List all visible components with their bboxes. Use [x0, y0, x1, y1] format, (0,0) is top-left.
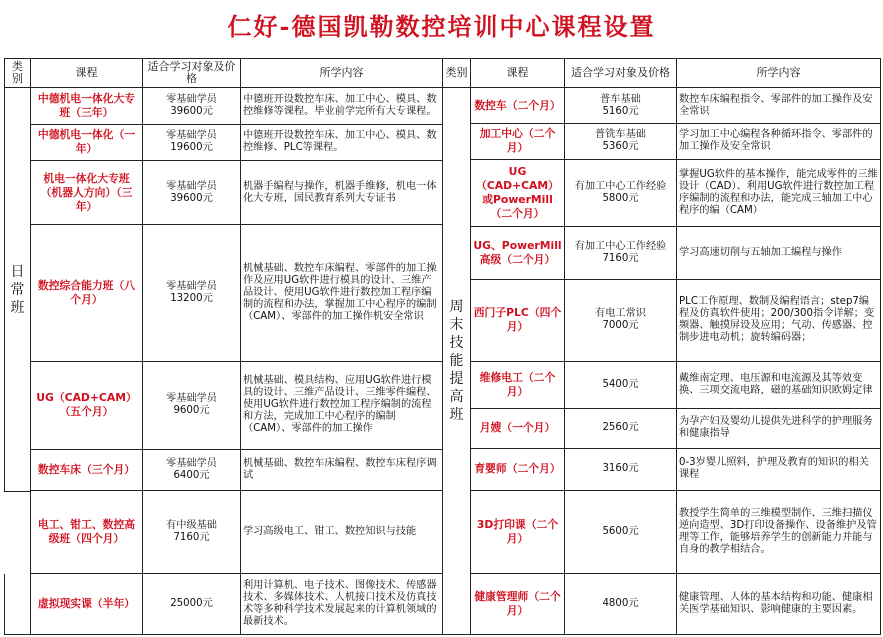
course-content: 利用计算机、电子技术、图像技术、传感器技术、多媒体技术、人机接口技术及仿真技术等多种科学技术发展起来的计算机领域的最新技术。	[241, 574, 443, 635]
audience-price: 2560元	[565, 408, 677, 448]
course-name: 育婴师（二个月）	[471, 448, 565, 491]
header-content: 所学内容	[241, 59, 443, 88]
course-name: 西门子PLC（四个月）	[471, 279, 565, 361]
course-content: 教授学生简单的三维模型制作、三维扫描仪逆向造型、3D打印设备操作、设备维护及管理等工作，能够培养学生的创新能力并能与自身的教学相结合。	[677, 491, 881, 574]
course-table	[4, 58, 881, 635]
course-name: 数控车（二个月）	[471, 88, 565, 124]
course-content: 0-3岁婴儿照料，护理及教育的知识的相关课程	[677, 448, 881, 491]
course-content: 学习高速切削与五轴加工编程与操作	[677, 226, 881, 279]
audience-price: 普铣车基础 5360元	[565, 123, 677, 159]
course-name: 中德机电一体化大专班（三年）	[31, 88, 143, 125]
course-content: 机械基础、数控车床编程、零部件的加工操作及应用UG软件进行模具的设计、三维产品设计、使用UG软件进行数控加工程序编制的流程和办法，掌握加工中心程序的编制（CAM）、零部件的加工操作机安全常识	[241, 225, 443, 361]
course-content: 中德班开设数控车床、加工中心、模具、数控维修、PLC等课程。	[241, 124, 443, 160]
course-name: 虚拟现实课（半年）	[31, 574, 143, 635]
course-content: 机械基础、数控车床编程、数控车床程序调试	[241, 449, 443, 491]
course-content: 掌握UG软件的基本操作，能完成零件的三维设计（CAD）、利用UG软件进行数控加工程序编制的流程和办法，能完成三轴加工中心程序的编（CAM）	[677, 159, 881, 226]
category-cell-weekend: 周末技能提高班	[443, 88, 471, 635]
audience-price: 有加工中心工作经验 7160元	[565, 226, 677, 279]
course-name: 数控综合能力班（八个月）	[31, 225, 143, 361]
course-content: 机械基础、模具结构、应用UG软件进行模具的设计、三维产品设计、三维零件编程、使用UG软件进行数控加工程序编制的流程和方法，完成加工中心程序的编制（CAM）、零部件的加工操作	[241, 361, 443, 449]
header-course: 课程	[471, 59, 565, 88]
audience-price: 零基础学员 9600元	[143, 361, 241, 449]
course-content: 为孕产妇及婴幼儿提供先进科学的护理服务和健康指导	[677, 408, 881, 448]
course-name: 中德机电一体化（一年）	[31, 124, 143, 160]
course-name: 3D打印课（二个月）	[471, 491, 565, 574]
audience-price: 零基础学员 6400元	[143, 449, 241, 491]
audience-price: 5400元	[565, 361, 677, 408]
header-row	[5, 59, 881, 88]
header-category: 类别	[443, 59, 471, 88]
course-content: 中德班开设数控车床、加工中心、模具、数控维修等课程。毕业前学完所有大专课程。	[241, 88, 443, 125]
audience-price: 零基础学员 13200元	[143, 225, 241, 361]
audience-price: 4800元	[565, 574, 677, 635]
header-audience: 适合学习对象及价格	[565, 59, 677, 88]
category-cell-daily-tail	[5, 574, 31, 635]
course-content: 戴维南定理、电压源和电流源及其等效变换、三项交流电路，磁的基础知识欧姆定律	[677, 361, 881, 408]
header-audience: 适合学习对象及价格	[143, 59, 241, 88]
audience-price: 5600元	[565, 491, 677, 574]
course-name: UG（CAD+CAM）（五个月）	[31, 361, 143, 449]
audience-price: 零基础学员 19600元	[143, 124, 241, 160]
course-content: 机器手编程与操作，机器手维修，机电一体化大专班，国民教育系列大专证书	[241, 160, 443, 225]
audience-price: 有加工中心工作经验 5800元	[565, 159, 677, 226]
course-content: 学习高级电工、钳工、数控知识与技能	[241, 491, 443, 574]
course-content: 学习加工中心编程各种循环指令、零部件的加工操作及安全常识	[677, 123, 881, 159]
header-course: 课程	[31, 59, 143, 88]
audience-price: 有电工常识 7000元	[565, 279, 677, 361]
header-category: 类别	[5, 59, 31, 88]
course-name: 加工中心（二个月）	[471, 123, 565, 159]
course-name: 电工、钳工、数控高级班（四个月）	[31, 491, 143, 574]
course-content: 数控车床编程指令、零部件的加工操作及安全常识	[677, 88, 881, 124]
course-content: 健康管理、人体的基本结构和功能、健康相关医学基础知识、影响健康的主要因素。	[677, 574, 881, 635]
course-name: 数控车床（三个月）	[31, 449, 143, 491]
audience-price: 25000元	[143, 574, 241, 635]
audience-price: 零基础学员 39600元	[143, 88, 241, 125]
audience-price: 零基础学员 39600元	[143, 160, 241, 225]
category-cell-daily: 日常班	[5, 88, 31, 492]
course-name: UG（CAD+CAM）或PowerMill（二个月）	[471, 159, 565, 226]
page-title: 仁好-德国凯勒数控培训中心课程设置	[227, 12, 656, 41]
header-content: 所学内容	[677, 59, 881, 88]
audience-price: 有中级基础 7160元	[143, 491, 241, 574]
course-name: 月嫂（一个月）	[471, 408, 565, 448]
audience-price: 3160元	[565, 448, 677, 491]
course-name: 维修电工（二个月）	[471, 361, 565, 408]
course-content: PLC工作原理、数制及编程语言；step7编程及仿真软件使用；200/300指令详解；变频器、触摸屏设及应用；气动、传感器、控制步进电动机；旋转编码器；	[677, 279, 881, 361]
audience-price: 普车基础 5160元	[565, 88, 677, 124]
course-name: 健康管理师（二个月）	[471, 574, 565, 635]
course-name: UG、PowerMill高级（二个月）	[471, 226, 565, 279]
course-name: 机电一体化大专班（机器人方向）（三年）	[31, 160, 143, 225]
